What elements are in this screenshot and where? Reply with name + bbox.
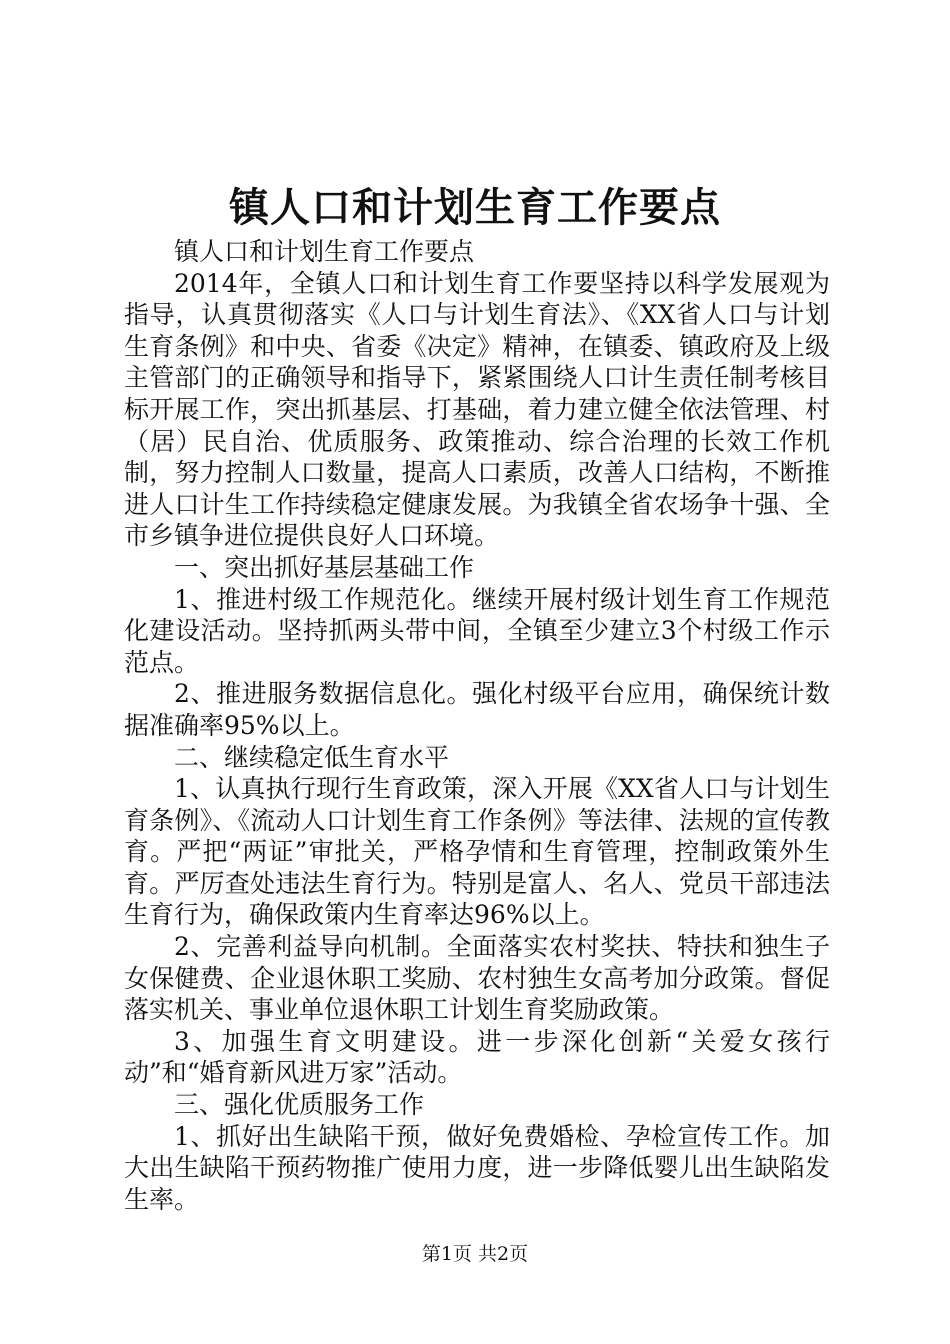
section-2-item-2: 2、完善利益导向机制。全面落实农村奖扶、特扶和独生子女保健费、企业退休职工奖励、农村独生女高考加分政策。督促落实机关、事业单位退休职工计划生育奖励政策。 bbox=[124, 932, 830, 1025]
section-2-item-3: 3、加强生育文明建设。进一步深化创新“关爱女孩行动”和“婚育新风进万家”活动。 bbox=[124, 1026, 830, 1088]
section-2-item-1: 1、认真执行现行生育政策，深入开展《XX省人口与计划生育条例》、《流动人口计划生育工作条例》等法律、法规的宣传教育。严把“两证”审批关，严格孕情和生育管理，控制政策外生育。严厉查处违法生育行为。特别是富人、名人、党员干部违法生育行为，确保政策内生育率达96%以上。 bbox=[124, 774, 830, 930]
document-title: 镇人口和计划生育工作要点 bbox=[229, 184, 721, 231]
section-heading-3: 三、强化优质服务工作 bbox=[174, 1090, 425, 1120]
intro-paragraph: 2014年，全镇人口和计划生育工作要坚持以科学发展观为指导，认真贯彻落实《人口与计划生育法》、《XX省人口与计划生育条例》和中央、省委《决定》精神，在镇委、镇政府及上级主管部门的正确领导和指导下，紧紧围绕人口计生责任制考核目标开展工作，突出抓基层、打基础，着力建立健全依法管理、村（居）民自治、优质服务、政策推动、综合治理的长效工作机制，努力控制人口数量，提高人口素质，改善人口结构，不断推进人口计生工作持续稳定健康发展。为我镇全省农场争十强、全市乡镇争进位提供良好人口环境。 bbox=[124, 268, 830, 551]
section-heading-2: 二、继续稳定低生育水平 bbox=[174, 742, 450, 772]
section-3-item-1: 1、抓好出生缺陷干预，做好免费婚检、孕检宣传工作。加大出生缺陷干预药物推广使用力度，进一步降低婴儿出生缺陷发生率。 bbox=[124, 1121, 830, 1214]
section-1-item-1: 1、推进村级工作规范化。继续开展村级计划生育工作规范化建设活动。坚持抓两头带中间，全镇至少建立3个村级工作示范点。 bbox=[124, 584, 830, 677]
subtitle-paragraph: 镇人口和计划生育工作要点 bbox=[174, 237, 475, 266]
section-heading-1: 一、突出抓好基层基础工作 bbox=[174, 552, 475, 582]
section-1-item-2: 2、推进服务数据信息化。强化村级平台应用，确保统计数据准确率95%以上。 bbox=[124, 679, 830, 740]
document-body bbox=[124, 236, 830, 1215]
page-number-footer: 第1页 共2页 bbox=[421, 1243, 529, 1265]
